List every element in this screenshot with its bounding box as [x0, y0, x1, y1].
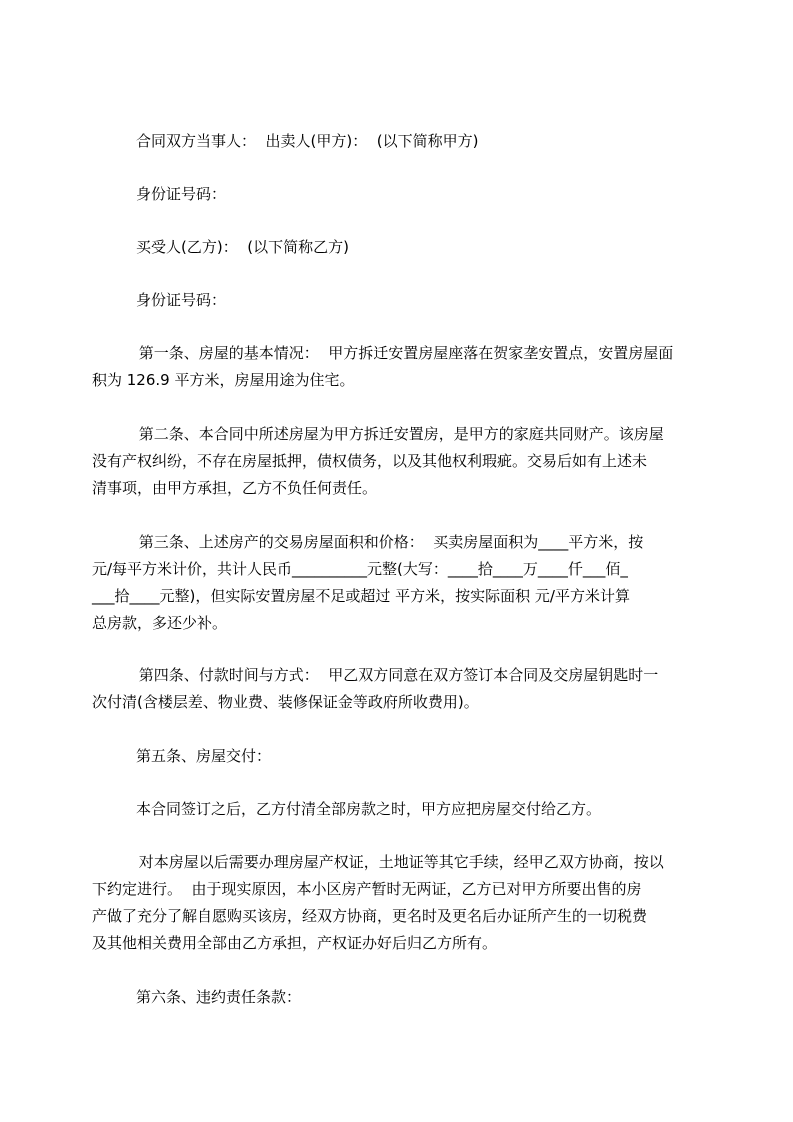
- article-3-line-2: 元/每平方米计价，共计人民币__________元整(大写：____拾____万____仟___佰_: [92, 560, 628, 578]
- buyer-line: 买受人(乙方)： (以下简称乙方): [136, 238, 349, 256]
- article-5-body: 本合同签订之后，乙方付清全部房款之时，甲方应把房屋交付给乙方。: [136, 800, 602, 818]
- article-4-line-2: 次付清(含楼层差、物业费、装修保证金等政府所收费用)。: [92, 693, 479, 711]
- buyer-id-number: 身份证号码：: [136, 291, 227, 309]
- title-procedure-line-1: 对本房屋以后需要办理房屋产权证，土地证等其它手续，经甲乙双方协商，按以: [134, 853, 664, 871]
- article-1-line-2: 积为 126.9 平方米，房屋用途为住宅。: [92, 371, 355, 389]
- article-6-heading: 第六条、违约责任条款：: [136, 988, 302, 1006]
- article-2-line-3: 清事项，由甲方承担，乙方不负任何责任。: [92, 479, 378, 497]
- article-2-line-1: 第二条、本合同中所述房屋为甲方拆迁安置房，是甲方的家庭共同财产。该房屋: [134, 425, 664, 443]
- article-4-line-1: 第四条、付款时间与方式： 甲乙双方同意在双方签订本合同及交房屋钥匙时一: [134, 666, 659, 684]
- article-2-line-2: 没有产权纠纷，不存在房屋抵押，债权债务，以及其他权利瑕疵。交易后如有上述未: [92, 452, 648, 470]
- article-5-heading: 第五条、房屋交付：: [136, 747, 272, 765]
- parties-heading: 合同双方当事人： 出卖人(甲方)： (以下简称甲方): [136, 132, 479, 150]
- seller-id-number: 身份证号码：: [136, 185, 227, 203]
- article-1-line-1: 第一条、房屋的基本情况： 甲方拆迁安置房屋座落在贺家垄安置点，安置房屋面: [134, 344, 674, 362]
- article-3-line-1: 第三条、上述房产的交易房屋面积和价格： 买卖房屋面积为____平方米，按: [134, 533, 644, 551]
- title-procedure-line-3: 产做了充分了解自愿购买该房，经双方协商，更名时及更名后办证所产生的一切税费: [92, 907, 648, 925]
- title-procedure-line-4: 及其他相关费用全部由乙方承担，产权证办好后归乙方所有。: [92, 934, 498, 952]
- article-3-line-3: ___拾____元整)，但实际安置房屋不足或超过 平方米，按实际面积 元/平方米计算: [92, 587, 630, 605]
- article-3-line-4: 总房款，多还少补。: [92, 614, 228, 632]
- title-procedure-line-2: 下约定进行。 由于现实原因，本小区房产暂时无两证，乙方已对甲方所要出售的房: [92, 880, 642, 898]
